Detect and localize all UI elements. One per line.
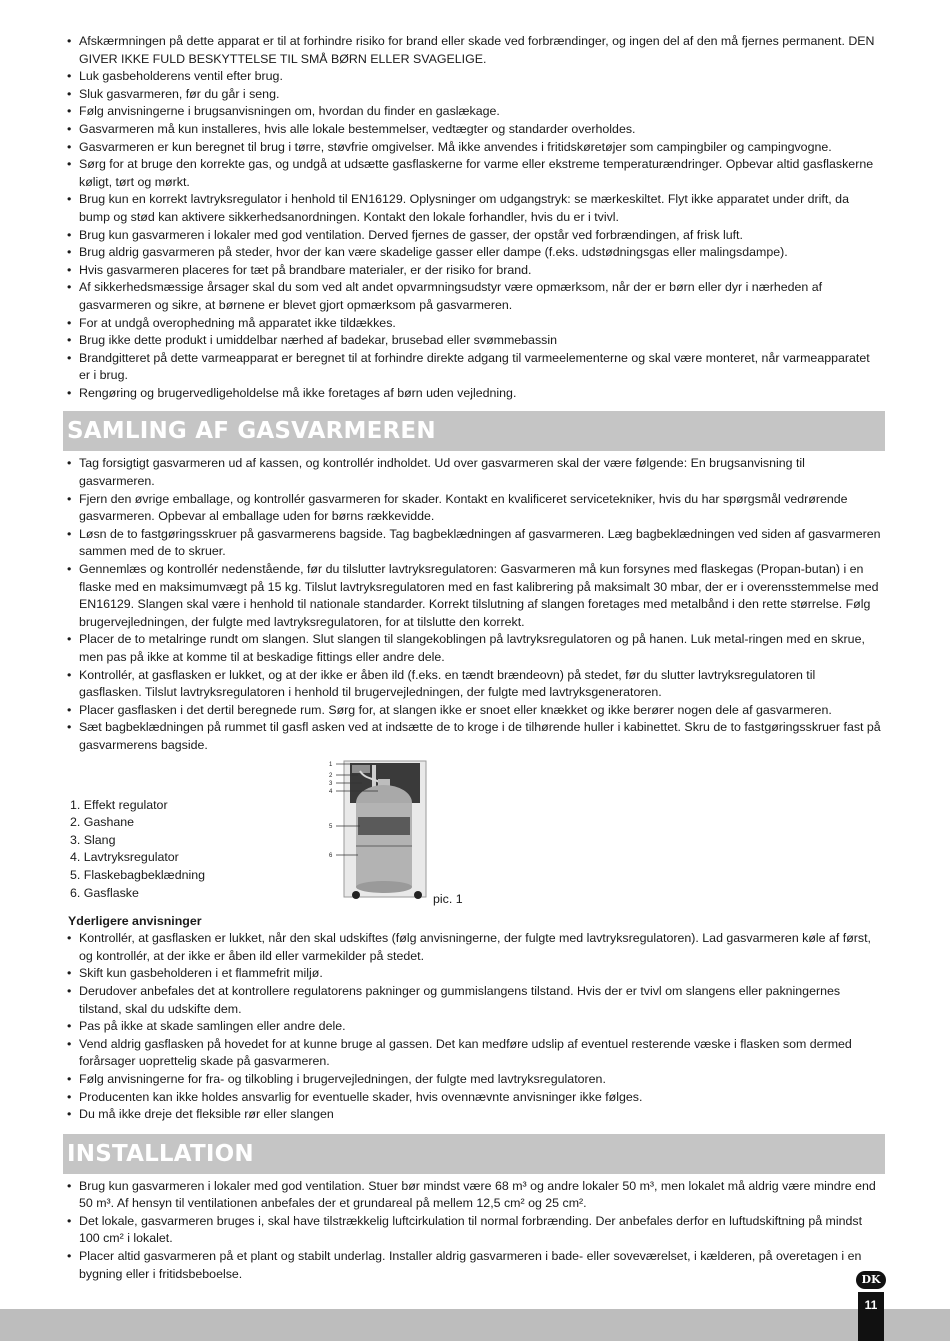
figure-callout: 2 [329, 772, 333, 779]
figure-callout: 5 [329, 823, 333, 830]
list-item: • Sørg for at bruge den korrekte gas, og undgå at udsætte gasflaskerne for varme eller ekstreme temperaturændringer. Opbevar altid gasflaskerne køligt, tørt og mørkt. [66, 156, 881, 191]
list-item: • Rengøring og brugervedligeholdelse må ikke foretages af børn uden vejledning. [66, 385, 881, 403]
figure-caption: pic. 1 [433, 891, 463, 906]
list-item: • Gasvarmeren må kun installeres, hvis alle lokale bestemmelser, vedtægter og standarder overholdes. [66, 121, 881, 139]
list-item: • Brug aldrig gasvarmeren på steder, hvor der kan være skadelige gasser eller dampe (f.eks. udstødningsgas eller malingsdampe). [66, 244, 881, 262]
list-item: • Placer altid gasvarmeren på et plant og stabilt underlag. Installer aldrig gasvarmeren i bade- eller soveværelset, i kælderen, på overetagen i en bygning eller i fritidsbeboelse. [66, 1248, 881, 1283]
parts-list-item: 6. Gasflaske [70, 885, 139, 900]
list-item: • Det lokale, gasvarmeren bruges i, skal have tilstrækkelig luftcirkulation til normal forbrænding. Der anbefales derfor en luftudskiftning på mindst 100 cm² i lokalet. [66, 1213, 881, 1248]
section-heading-assembly: SAMLING AF GASVARMEREN [63, 411, 885, 451]
list-item: • Brug ikke dette produkt i umiddelbar nærhed af badekar, brusebad eller svømmebassin [66, 332, 881, 350]
figure-callout: 1 [329, 761, 333, 768]
assembly-list [66, 455, 881, 754]
list-item: • Gennemlæs og kontrollér nedenstående, før du tilslutter lavtryksregulatoren: Gasvarmeren må kun forsynes med flaskegas (Propan-butan) i en flaske med en maksimumvægt på 15 kg. Tilslut lavtryksregulatoren med en fast kalibrering på maksimalt 30 mbar, der er i overensstemmelse med EN16129. Slangen skal være i henhold til nationale standarder. Korrekt tilslutning af slangen foretages med metalbånd i den rette størrelse. Følg brugervejledningen, der fulgte med lavtryksregulatoren, for at tilslutte den korrekt. [66, 561, 881, 631]
gas-heater-photo [326, 757, 428, 901]
list-item: • Gasvarmeren er kun beregnet til brug i tørre, støvfrie omgivelser. Må ikke anvendes i fritidskøretøjer som campingbiler og campingvogne. [66, 139, 881, 157]
page-content [66, 33, 881, 1283]
list-item: • Producenten kan ikke holdes ansvarlig for eventuelle skader, hvis ovennævnte anvisninger ikke følges. [66, 1089, 881, 1107]
list-item: • Følg anvisningerne for fra- og tilkobling i brugervejledningen, der fulgte med lavtryksregulatoren. [66, 1071, 881, 1089]
parts-list [70, 797, 205, 903]
list-item: • Fjern den øvrige emballage, og kontrollér gasvarmeren for skader. Kontakt en kvalificeret servicetekniker, hvis du har spørgsmål vedrørende gasvarmeren. Opbevar al emballage uden for børns rækkevidde. [66, 491, 881, 526]
parts-list-item: 3. Slang [70, 832, 116, 847]
list-item: • Vend aldrig gasflasken på hovedet for at kunne bruge al gassen. Det kan medføre udslip af eventuel resterende væske i flasken som dermed forårsager uoprettelig skade på gasvarmeren. [66, 1036, 881, 1071]
list-item: • Løsn de to fastgøringsskruer på gasvarmerens bagside. Tag bagbeklædningen af gasvarmeren. Læg bagbeklædningen ved siden af gasvarmeren sammen med de to skruer. [66, 526, 881, 561]
figure-block [66, 755, 881, 913]
list-item: • Hvis gasvarmeren placeres for tæt på brandbare materialer, er der risiko for brand. [66, 262, 881, 280]
further-instructions-heading: Yderligere anvisninger [68, 913, 202, 928]
list-item: • Afskærmningen på dette apparat er til at forhindre risiko for brand eller skade ved forbrændinger, og ingen del af den må fjernes permanent. DEN GIVER IKKE FULD BESKYTTELSE TIL SMÅ BØRN ELLER SVAGELIGE. [66, 33, 881, 68]
list-item: • Derudover anbefales det at kontrollere regulatorens pakninger og gummislangens tilstand. Hvis der er tvivl om slangens eller pakningernes tilstand, skal du udskifte dem. [66, 983, 881, 1018]
parts-list-item: 1. Effekt regulator [70, 797, 168, 812]
footer-bar [0, 1309, 950, 1341]
list-item: • Sæt bagbeklædningen på rummet til gasfl asken ved at indsætte de to kroge i de tilhørende huller i kabinettet. Skru de to fastgøringsskruer fast på gasvarmerens bagside. [66, 719, 881, 754]
list-item: • Sluk gasvarmeren, før du går i seng. [66, 86, 881, 104]
section-heading-installation: INSTALLATION [63, 1134, 885, 1174]
list-item: • Kontrollér, at gasflasken er lukket, og at der ikke er åben ild (f.eks. en tændt brændeovn) på stedet, før du slutter lavtryksregulatoren til gasflasken. Tilslut lavtryksregulatoren i henhold til brugervejledningen, der fulgte med lavtryksgeneratoren. [66, 667, 881, 702]
list-item: • Du må ikke dreje det fleksible rør eller slangen [66, 1106, 881, 1124]
list-item: • Placer de to metalringe rundt om slangen. Slut slangen til slangekoblingen på lavtryksregulatoren og på hanen. Luk metal-ringen med en skrue, men pas på ikke at komme til at beskadige fittings eller andre dele. [66, 631, 881, 666]
list-item: • Af sikkerhedsmæssige årsager skal du som ved alt andet opvarmningsudstyr være opmærksom, når der er børn eller dyr i nærheden af gasvarmeren og sikre, at børnene er blevet gjort opmærksom på gasvarmeren. [66, 279, 881, 314]
parts-list-item: 5. Flaskebagbeklædning [70, 867, 206, 882]
list-item: • Skift kun gasbeholderen i et flammefrit miljø. [66, 965, 881, 983]
list-item: • Kontrollér, at gasflasken er lukket, når den skal udskiftes (følg anvisningerne, der fulgte med lavtryksregulatoren). Lad gasvarmeren køle af først, og kontrollér, at der ikke er åben ild eller varmekilder på stedet. [66, 930, 881, 965]
safety-list [66, 33, 881, 402]
list-item: • Brug kun en korrekt lavtryksregulator i henhold til EN16129. Oplysninger om udgangstryk: se mærkeskiltet. Flyt ikke apparatet under drift, da bump og stød kan aktivere sikkerhedsanordningen. Kontakt den lokale forhandler, hvis du er i tvivl. [66, 191, 881, 226]
list-item: • Følg anvisningerne i brugsanvisningen om, hvordan du finder en gaslækage. [66, 103, 881, 121]
list-item: • For at undgå overophedning må apparatet ikke tildækkes. [66, 315, 881, 333]
list-item: • Tag forsigtigt gasvarmeren ud af kassen, og kontrollér indholdet. Ud over gasvarmeren skal der være følgende: En brugsanvisning til gasvarmeren. [66, 455, 881, 490]
language-badge: DK [856, 1271, 886, 1289]
parts-list-item: 2. Gashane [70, 815, 135, 830]
list-item: • Brandgitteret på dette varmeapparat er beregnet til at forhindre direkte adgang til varmeelementerne og skal være monteret, når varmeapparatet er i brug. [66, 350, 881, 385]
figure-callout: 6 [329, 852, 333, 859]
installation-list [66, 1178, 881, 1284]
list-item: • Placer gasflasken i det dertil beregnede rum. Sørg for, at slangen ikke er snoet eller knækket og ikke berører nogen dele af gasvarmeren. [66, 702, 881, 720]
figure-callout: 4 [329, 788, 333, 795]
list-item: • Luk gasbeholderens ventil efter brug. [66, 68, 881, 86]
parts-list-item: 4. Lavtryksregulator [70, 850, 179, 865]
gas-heater-illustration [326, 757, 428, 901]
list-item: • Pas på ikke at skade samlingen eller andre dele. [66, 1018, 881, 1036]
list-item: • Brug kun gasvarmeren i lokaler med god ventilation. Stuer bør mindst være 68 m³ og andre lokaler 50 m³, men lokalet må aldrig være mindre end 50 m³. Af hensyn til ventilationen anbefales der et grundareal på mellem 12,5 cm² og 25 cm². [66, 1178, 881, 1213]
page-number: 11 [858, 1292, 884, 1341]
figure-callout: 3 [329, 780, 333, 787]
list-item: • Brug kun gasvarmeren i lokaler med god ventilation. Derved fjernes de gasser, der opstår ved forbrændingen, af frisk luft. [66, 227, 881, 245]
further-instructions-list [66, 930, 881, 1124]
